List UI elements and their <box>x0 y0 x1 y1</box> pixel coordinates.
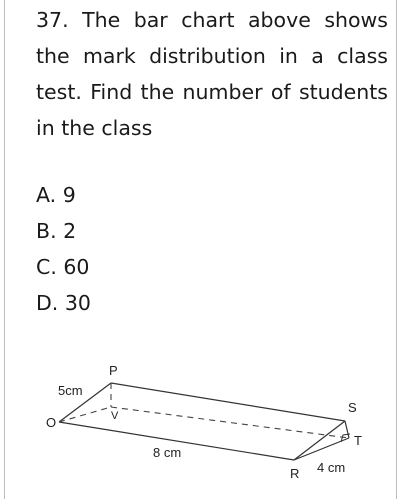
label-8cm: 8 cm <box>153 445 182 460</box>
edge-vt <box>111 407 349 438</box>
edge-rs <box>294 421 345 460</box>
label-o: O <box>46 415 57 430</box>
prism-edges <box>59 383 349 460</box>
label-t: T <box>354 433 362 448</box>
answer-options <box>36 177 91 321</box>
label-4cm: 4 cm <box>317 460 346 475</box>
prism-figure <box>41 359 371 484</box>
edge-ov <box>59 407 111 422</box>
label-s: S <box>348 400 357 415</box>
edge-st <box>345 421 349 438</box>
option-d[interactable]: D. 30 <box>36 291 91 315</box>
label-p: P <box>109 363 118 378</box>
label-5cm: 5cm <box>58 383 83 398</box>
option-c[interactable]: C. 60 <box>36 255 90 279</box>
option-b[interactable]: B. 2 <box>36 219 77 243</box>
label-v: V <box>111 410 119 422</box>
prism-hidden-edges <box>59 383 349 438</box>
question-card <box>4 0 397 499</box>
label-r: R <box>290 466 300 481</box>
question-text: 37. The bar chart above shows the mark distribution in a class test. Find the number of students in the class <box>36 8 388 140</box>
edge-ps <box>111 383 345 421</box>
option-a[interactable]: A. 9 <box>36 183 76 207</box>
